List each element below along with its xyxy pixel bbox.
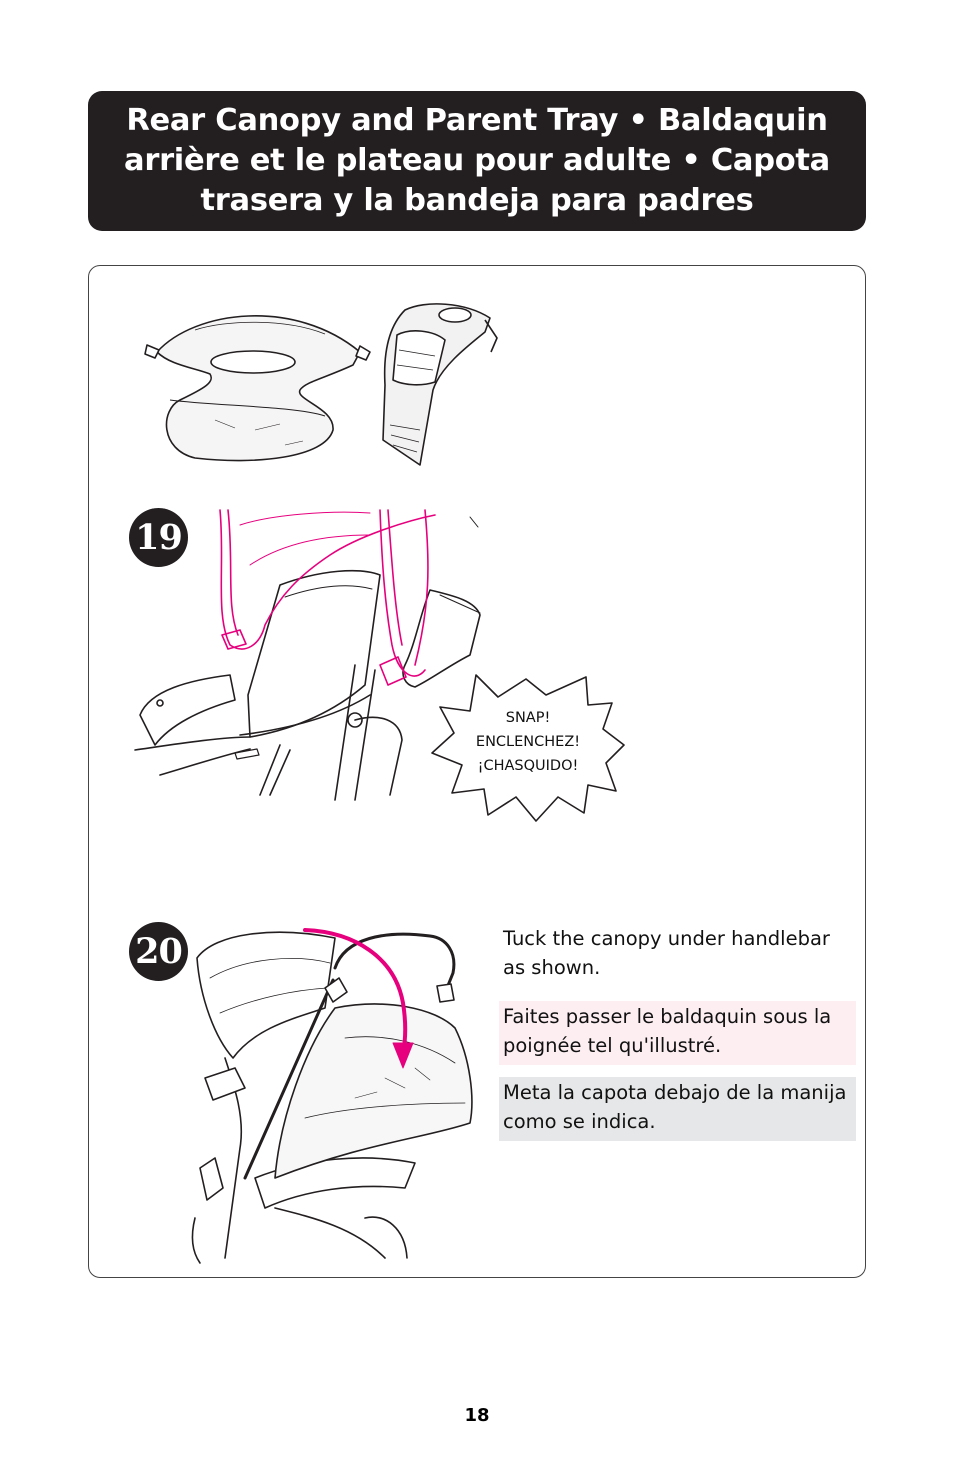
instruction-spanish: Meta la capota debajo de la manija como se indica. (499, 1077, 856, 1141)
step-20-badge (129, 922, 188, 981)
step-20-illustration (185, 918, 485, 1263)
instruction-french: Faites passer le baldaquin sous la poignée tel qu'illustré. (499, 1001, 856, 1065)
instruction-english: Tuck the canopy under handlebar as shown. (503, 927, 830, 979)
section-title-banner (88, 91, 866, 231)
snap-callout-line-fr: ENCLENCHEZ! (475, 734, 581, 750)
snap-callout-line-en: SNAP! (505, 710, 551, 726)
section-title: Rear Canopy and Parent Tray • Baldaquin arrière et le plateau pour adulte • Capota trasera y la bandeja para padres (124, 103, 830, 218)
page-number: 18 (464, 1405, 490, 1426)
snap-callout-text (452, 706, 604, 778)
snap-callout-line-es: ¡CHASQUIDO! (477, 758, 579, 774)
step-20-number: 20 (135, 931, 182, 972)
step-19-number: 19 (135, 517, 182, 558)
parts-illustration (135, 290, 505, 475)
